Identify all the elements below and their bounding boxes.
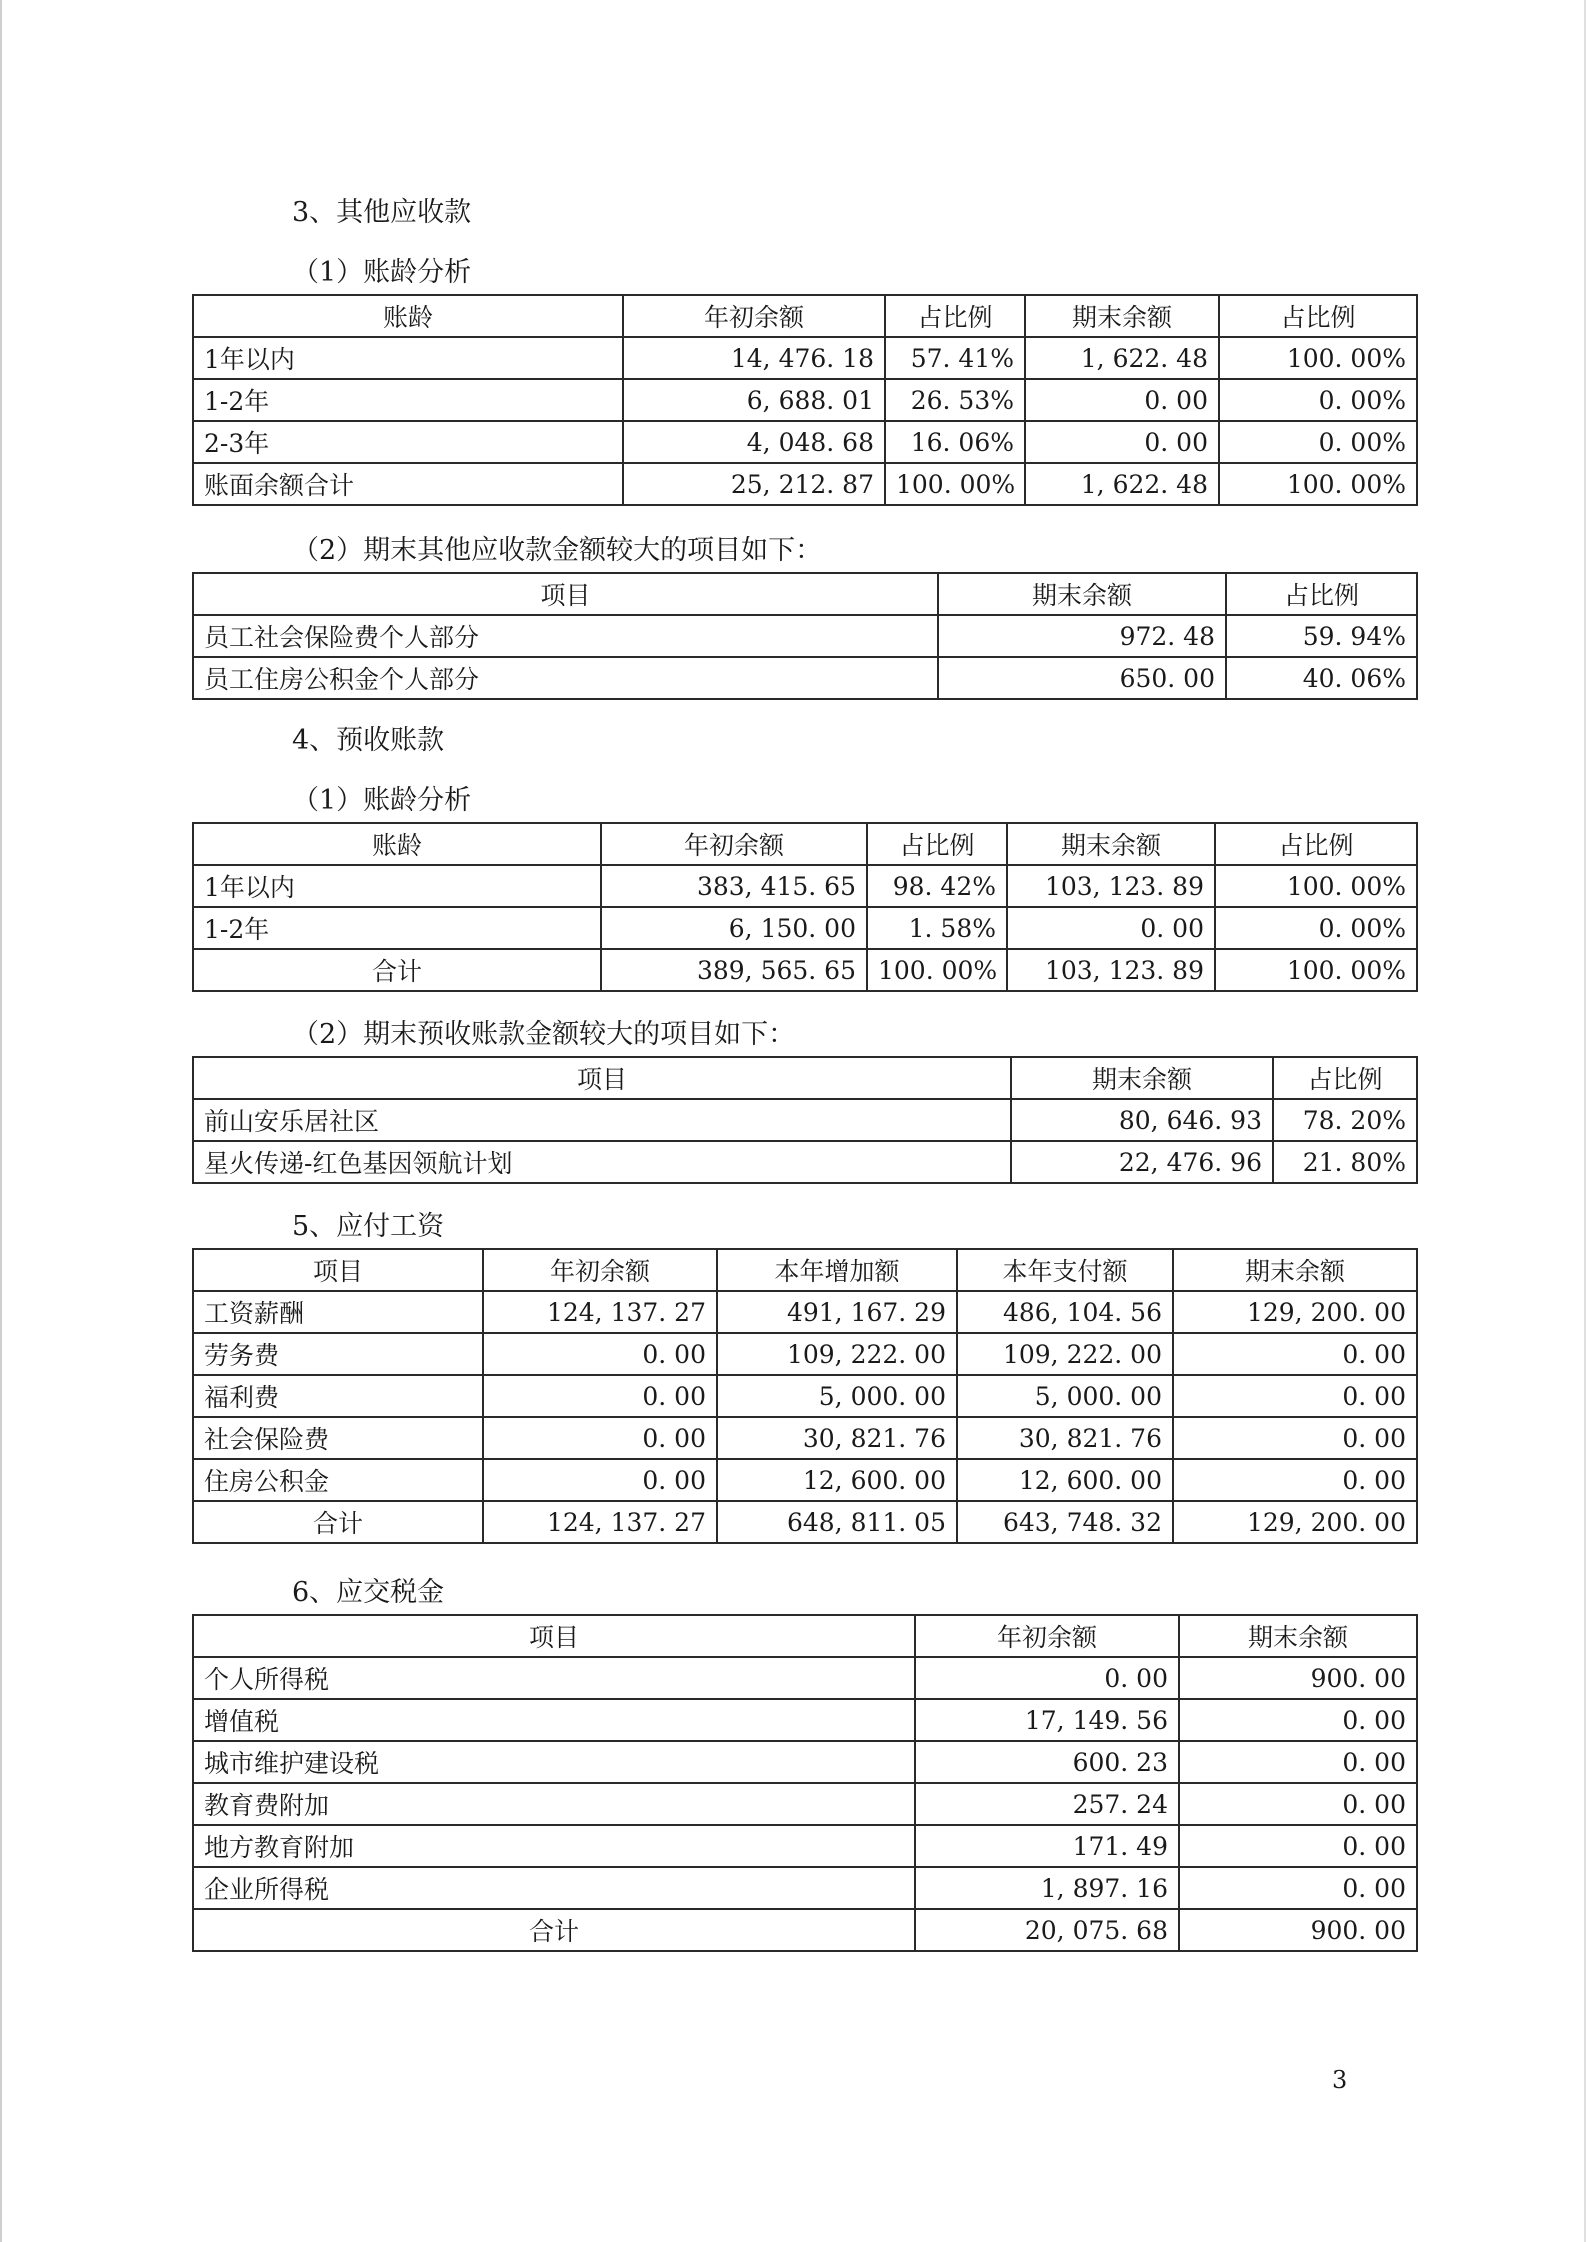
cell-value: 16. 06% [885, 421, 1025, 463]
col-header: 本年增加额 [717, 1249, 957, 1291]
section-5-title: 5、应付工资 [292, 1211, 445, 1242]
table-advance-receipts-aging [192, 822, 1418, 992]
cell-value: 100. 00% [1215, 949, 1417, 991]
table-row [193, 1657, 1417, 1699]
col-header: 占比例 [1273, 1057, 1417, 1099]
table-header-row [193, 295, 1417, 337]
page-edge [0, 0, 2, 2242]
col-header: 账龄 [193, 295, 623, 337]
col-header: 占比例 [885, 295, 1025, 337]
section-3-sub2: （2）期末其他应收款金额较大的项目如下： [292, 535, 823, 566]
section-4-title: 4、预收账款 [292, 725, 445, 756]
col-header: 占比例 [1226, 573, 1417, 615]
cell-value: 0. 00 [1007, 907, 1215, 949]
cell-value: 12, 600. 00 [957, 1459, 1173, 1501]
table-row [193, 1291, 1417, 1333]
section-3-sub1: （1）账龄分析 [292, 257, 472, 288]
cell-value: 22, 476. 96 [1011, 1141, 1273, 1183]
cell-value: 20, 075. 68 [915, 1909, 1179, 1951]
col-header: 本年支付额 [957, 1249, 1173, 1291]
cell-value: 257. 24 [915, 1783, 1179, 1825]
cell-value: 17, 149. 56 [915, 1699, 1179, 1741]
cell-value: 21. 80% [1273, 1141, 1417, 1183]
cell-value: 100. 00% [1219, 337, 1417, 379]
cell-value: 900. 00 [1179, 1909, 1417, 1951]
cell-label: 福利费 [193, 1375, 483, 1417]
cell-value: 100. 00% [885, 463, 1025, 505]
cell-value: 648, 811. 05 [717, 1501, 957, 1543]
table-row [193, 1867, 1417, 1909]
cell-value: 5, 000. 00 [717, 1375, 957, 1417]
cell-value: 78. 20% [1273, 1099, 1417, 1141]
cell-value: 0. 00% [1215, 907, 1417, 949]
table-row [193, 1333, 1417, 1375]
cell-value: 1, 897. 16 [915, 1867, 1179, 1909]
section-3-title: 3、其他应收款 [292, 197, 472, 228]
cell-label: 1-2年 [193, 379, 623, 421]
cell-label: 教育费附加 [193, 1783, 915, 1825]
col-header: 期末余额 [1011, 1057, 1273, 1099]
cell-value: 0. 00% [1219, 421, 1417, 463]
cell-value: 40. 06% [1226, 657, 1417, 699]
table-row [193, 337, 1417, 379]
table-row [193, 421, 1417, 463]
cell-value: 100. 00% [867, 949, 1007, 991]
col-header: 项目 [193, 1249, 483, 1291]
cell-value: 26. 53% [885, 379, 1025, 421]
cell-value: 650. 00 [938, 657, 1226, 699]
col-header: 期末余额 [1007, 823, 1215, 865]
cell-label: 社会保险费 [193, 1417, 483, 1459]
cell-label: 地方教育附加 [193, 1825, 915, 1867]
table-header-row [193, 1057, 1417, 1099]
cell-label: 工资薪酬 [193, 1291, 483, 1333]
cell-value: 0. 00 [1025, 379, 1219, 421]
table-row [193, 657, 1417, 699]
cell-value: 0. 00 [1179, 1783, 1417, 1825]
cell-value: 6, 150. 00 [601, 907, 867, 949]
cell-value: 109, 222. 00 [717, 1333, 957, 1375]
col-header: 期末余额 [1173, 1249, 1417, 1291]
cell-label: 劳务费 [193, 1333, 483, 1375]
col-header: 项目 [193, 1057, 1011, 1099]
table-row [193, 907, 1417, 949]
table-row [193, 865, 1417, 907]
cell-value: 5, 000. 00 [957, 1375, 1173, 1417]
cell-label: 1-2年 [193, 907, 601, 949]
cell-value: 486, 104. 56 [957, 1291, 1173, 1333]
col-header: 占比例 [1215, 823, 1417, 865]
cell-label: 合计 [193, 1501, 483, 1543]
cell-value: 103, 123. 89 [1007, 949, 1215, 991]
cell-label: 前山安乐居社区 [193, 1099, 1011, 1141]
cell-label: 1年以内 [193, 865, 601, 907]
cell-label: 住房公积金 [193, 1459, 483, 1501]
cell-value: 0. 00 [1173, 1459, 1417, 1501]
table-row [193, 1825, 1417, 1867]
cell-label: 企业所得税 [193, 1867, 915, 1909]
table-taxes-payable [192, 1614, 1418, 1952]
cell-value: 30, 821. 76 [957, 1417, 1173, 1459]
col-header: 年初余额 [915, 1615, 1179, 1657]
cell-value: 100. 00% [1215, 865, 1417, 907]
cell-value: 0. 00 [1173, 1333, 1417, 1375]
col-header: 期末余额 [1025, 295, 1219, 337]
table-row-total [193, 949, 1417, 991]
cell-value: 103, 123. 89 [1007, 865, 1215, 907]
section-4-sub2: （2）期末预收账款金额较大的项目如下： [292, 1019, 796, 1050]
cell-value: 14, 476. 18 [623, 337, 885, 379]
cell-label: 个人所得税 [193, 1657, 915, 1699]
cell-value: 972. 48 [938, 615, 1226, 657]
cell-value: 124, 137. 27 [483, 1291, 717, 1333]
cell-label: 账面余额合计 [193, 463, 623, 505]
col-header: 账龄 [193, 823, 601, 865]
cell-value: 0. 00 [1179, 1699, 1417, 1741]
cell-value: 0. 00 [483, 1417, 717, 1459]
col-header: 年初余额 [623, 295, 885, 337]
cell-label: 增值税 [193, 1699, 915, 1741]
table-row-total [193, 463, 1417, 505]
cell-value: 0. 00 [483, 1333, 717, 1375]
page-number: 3 [1332, 2066, 1348, 2094]
cell-value: 1. 58% [867, 907, 1007, 949]
cell-value: 1, 622. 48 [1025, 463, 1219, 505]
cell-value: 59. 94% [1226, 615, 1417, 657]
cell-value: 600. 23 [915, 1741, 1179, 1783]
table-row [193, 1099, 1417, 1141]
table-wages-payable [192, 1248, 1418, 1544]
cell-value: 98. 42% [867, 865, 1007, 907]
table-row [193, 1741, 1417, 1783]
cell-value: 129, 200. 00 [1173, 1291, 1417, 1333]
cell-value: 1, 622. 48 [1025, 337, 1219, 379]
col-header: 年初余额 [483, 1249, 717, 1291]
col-header: 期末余额 [938, 573, 1226, 615]
table-row-total [193, 1501, 1417, 1543]
table-header-row [193, 1249, 1417, 1291]
cell-value: 389, 565. 65 [601, 949, 867, 991]
section-4-sub1: （1）账龄分析 [292, 785, 472, 816]
col-header: 年初余额 [601, 823, 867, 865]
cell-label: 员工住房公积金个人部分 [193, 657, 938, 699]
table-row [193, 1459, 1417, 1501]
table-row [193, 1783, 1417, 1825]
cell-value: 0. 00 [483, 1375, 717, 1417]
cell-value: 643, 748. 32 [957, 1501, 1173, 1543]
cell-value: 25, 212. 87 [623, 463, 885, 505]
col-header: 占比例 [867, 823, 1007, 865]
cell-value: 0. 00 [1173, 1375, 1417, 1417]
table-other-receivables-major [192, 572, 1418, 700]
cell-value: 129, 200. 00 [1173, 1501, 1417, 1543]
table-row [193, 1417, 1417, 1459]
col-header: 项目 [193, 573, 938, 615]
table-row-total [193, 1909, 1417, 1951]
table-row [193, 1699, 1417, 1741]
cell-value: 6, 688. 01 [623, 379, 885, 421]
table-header-row [193, 1615, 1417, 1657]
table-row [193, 1141, 1417, 1183]
col-header: 期末余额 [1179, 1615, 1417, 1657]
cell-label: 城市维护建设税 [193, 1741, 915, 1783]
table-row [193, 1375, 1417, 1417]
cell-label: 1年以内 [193, 337, 623, 379]
cell-value: 383, 415. 65 [601, 865, 867, 907]
cell-value: 4, 048. 68 [623, 421, 885, 463]
cell-value: 0. 00 [1179, 1867, 1417, 1909]
cell-value: 0. 00 [1173, 1417, 1417, 1459]
table-other-receivables-aging [192, 294, 1418, 506]
cell-value: 30, 821. 76 [717, 1417, 957, 1459]
cell-value: 171. 49 [915, 1825, 1179, 1867]
section-6-title: 6、应交税金 [292, 1577, 445, 1608]
table-advance-receipts-major [192, 1056, 1418, 1184]
cell-value: 0. 00% [1219, 379, 1417, 421]
cell-value: 900. 00 [1179, 1657, 1417, 1699]
cell-value: 0. 00 [1025, 421, 1219, 463]
cell-value: 57. 41% [885, 337, 1025, 379]
cell-value: 124, 137. 27 [483, 1501, 717, 1543]
col-header: 占比例 [1219, 295, 1417, 337]
cell-value: 0. 00 [1179, 1741, 1417, 1783]
table-header-row [193, 823, 1417, 865]
cell-label: 合计 [193, 1909, 915, 1951]
cell-value: 0. 00 [483, 1459, 717, 1501]
cell-label: 星火传递-红色基因领航计划 [193, 1141, 1011, 1183]
cell-label: 合计 [193, 949, 601, 991]
table-row [193, 615, 1417, 657]
cell-value: 12, 600. 00 [717, 1459, 957, 1501]
cell-value: 109, 222. 00 [957, 1333, 1173, 1375]
cell-label: 2-3年 [193, 421, 623, 463]
cell-value: 0. 00 [915, 1657, 1179, 1699]
cell-value: 0. 00 [1179, 1825, 1417, 1867]
table-header-row [193, 573, 1417, 615]
table-row [193, 379, 1417, 421]
cell-value: 491, 167. 29 [717, 1291, 957, 1333]
cell-value: 80, 646. 93 [1011, 1099, 1273, 1141]
col-header: 项目 [193, 1615, 915, 1657]
cell-value: 100. 00% [1219, 463, 1417, 505]
cell-label: 员工社会保险费个人部分 [193, 615, 938, 657]
